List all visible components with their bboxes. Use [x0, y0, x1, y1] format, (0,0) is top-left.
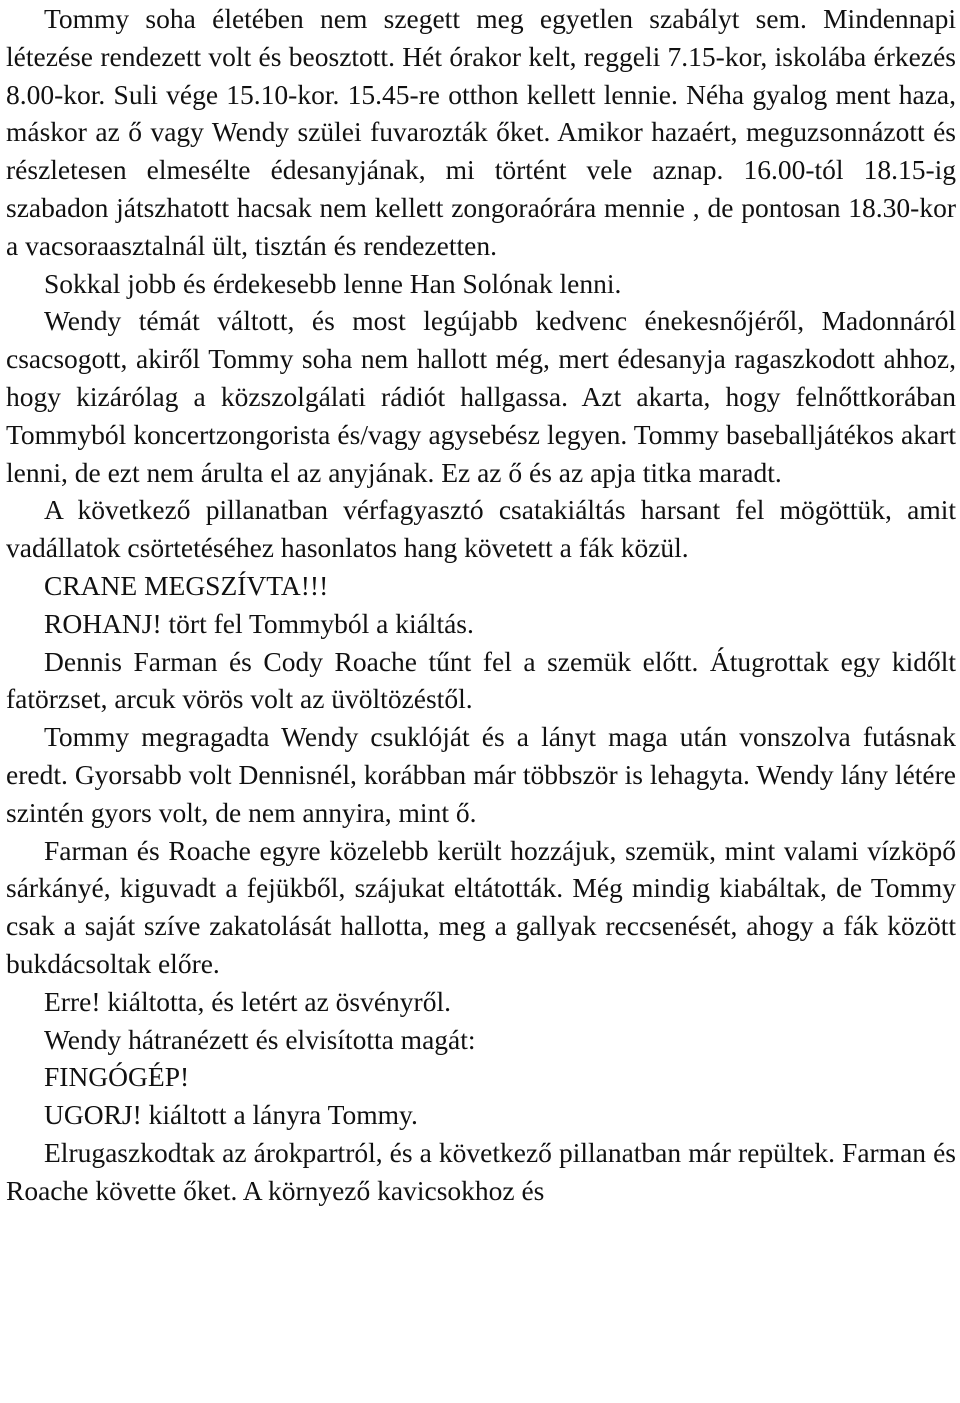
- paragraph-chase: Farman és Roache egyre közelebb került hozzájuk, szemük, mint valami vízköpő sárkányé, kiguvadt a fejükből, szájukat eltátották. Még mindig kiabáltak, de Tommy csak a saját szíve zakatolását hallotta, meg a gallyak reccsenését, ahogy a fák között bukdácsoltak előre.: [6, 834, 956, 979]
- paragraph-wendy-shrieks: Wendy hátranézett és elvisította magát:: [44, 1023, 476, 1055]
- paragraph-han-solo: Sokkal jobb és érdekesebb lenne Han Solónak lenni.: [44, 267, 622, 299]
- dialogue-run: ROHANJ! tört fel Tommyból a kiáltás.: [44, 607, 474, 639]
- dialogue-fartmachine: FINGÓGÉP!: [44, 1061, 190, 1093]
- paragraph-dennis-cody: Dennis Farman és Cody Roache tűnt fel a szemük előtt. Átugrottak egy kidőlt fatörzset, arcuk vörös volt az üvöltözéstől.: [6, 645, 956, 715]
- paragraph-battle-cry: A következő pillanatban vérfagyasztó csatakiáltás harsant fel mögöttük, amit vadállatok csörtetéséhez hasonlatos hang követett a fák közül.: [6, 494, 956, 564]
- paragraph-tommy-runs: Tommy megragadta Wendy csuklóját és a lányt maga után vonszolva futásnak eredt. Gyorsabb volt Dennisnél, korábban már többször is lehagyta. Wendy lány létére szintén gyors volt, de nem annyira, mint ő.: [6, 721, 956, 828]
- dialogue-this-way: Erre! kiáltotta, és letért az ösvényről.: [44, 985, 451, 1017]
- dialogue-jump: UGORJ! kiáltott a lányra Tommy.: [44, 1099, 418, 1131]
- document-page: [6, 0, 956, 1210]
- paragraph-routine: Tommy soha életében nem szegett meg egyetlen szabályt sem. Mindennapi létezése rendezett volt és beosztott. Hét órakor kelt, reggeli 7.15-kor, iskolába érkezés 8.00-kor. Suli vége 15.10-kor. 15.45-re otthon kellett lennie. Néha gyalog ment haza, máskor az ő vagy Wendy szülei fuvarozták őket. Amikor hazaért, meguzsonnázott és részletesen elmesélte édesanyjának, mi történt vele aznap. 16.00-tól 18.15-ig szabadon játszhatott hacsak nem kellett zongoraórára mennie , de pontosan 18.30-kor a vacsoraasztalnál ült, tisztán és rendezetten.: [6, 3, 956, 261]
- paragraph-leap: Elrugaszkodtak az árokpartról, és a következő pillanatban már repültek. Farman és Roache követte őket. A környező kavicsokhoz és: [6, 1136, 956, 1206]
- dialogue-crane: CRANE MEGSZÍVTA!!!: [44, 569, 329, 601]
- paragraph-wendy-madonna: Wendy témát váltott, és most legújabb kedvenc énekesnőjéről, Madonnáról csacsogott, akiről Tommy soha nem hallott még, mert édesanyja ragaszkodott ahhoz, hogy kizárólag a közszolgálati rádiót hallgassa. Azt akarta, hogy felnőttkorában Tommyból koncertzongorista és/vagy agysebész legyen. Tommy baseballjátékos akart lenni, de ezt nem árulta el az anyjának. Ez az ő és az apja titka maradt.: [6, 305, 956, 488]
